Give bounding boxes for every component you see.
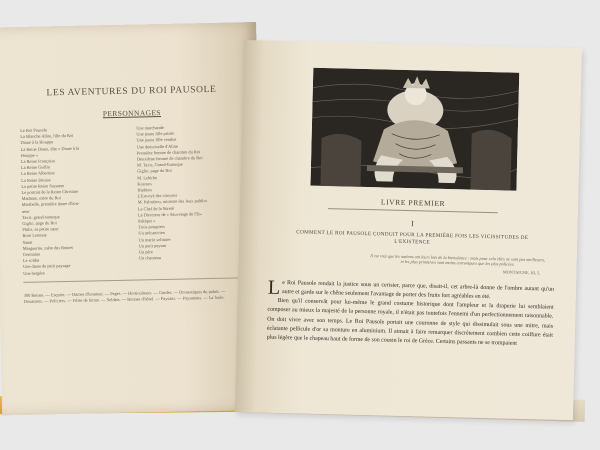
chapter-number: I	[411, 219, 415, 229]
cast-item: M. Palmérou, ministre des Jeux publics	[137, 198, 208, 205]
book-heading: LIVRE PREMIER	[380, 197, 446, 208]
cast-item: La Reine Guélia	[20, 164, 50, 171]
cast-item: Mirabelle, première dame d'hon-	[21, 201, 80, 208]
cast-item: Un mécanicien	[138, 230, 165, 236]
cast-item: Le portrait de la Reine Christine	[21, 188, 79, 195]
right-page	[235, 40, 582, 420]
cast-column-2	[136, 123, 247, 274]
cast-item: La Blanche Aline, fille du Roi	[20, 133, 74, 140]
cast-item: Philis, sa petite sœur	[22, 226, 59, 233]
cast-item: M. Lebirbe	[137, 174, 158, 181]
cast-item: Un petit paysan	[138, 242, 167, 249]
cast-item: L'Envoyé des citoyens	[137, 192, 178, 199]
body-paragraph-2: Bien qu'il conservât pour lui-même le grand costume historique dont l'ampleur et la draperie lui semblaient composer au mieux la majesté de la personne royale, il n'était pas toutefois l'ennemi d'un perfectionnement raisonnable. On doit vivre avec son temps. Le Roi Pausole portait une couronne de style qui dissimulait sous une mitre, mais éclatante pellicule d'or sa monture en aluminium. Il aimait à faire remarquer discrètement combien cette coiffure était plus légère que le chapeau haut de forme de son cousin le roi de Grèce. Certains passants ne se trompaient	[266, 298, 554, 347]
cast-item: Giglio, page du Roi	[137, 168, 172, 174]
cast-item: Première femme de chambre du Roi	[136, 149, 201, 156]
cast-item: Une jeune fille prisée	[136, 130, 175, 137]
cast-item: Houppe »	[20, 152, 38, 158]
cast-item: Le Roi Pausole	[20, 127, 48, 133]
cast-item: Giglio, page du Roi	[22, 220, 57, 226]
epigraph: Il est vrai que les nations ont leurs lois de la bienséance ; mais pour cela elles ne sont pas meilleures, et les plus primitives sont moins corrompues que les plus policées.	[370, 253, 546, 268]
cast-item: Un père	[138, 249, 153, 255]
body-paragraph-1-text: e Roi Pausole rendait la justice sous un cerisier, parce que, disait-il, cet arbre-là donne de l'ombre autant qu'un autre et garde sur le chêne seulement l'avantage de porter des fruits fort agréables en été.	[281, 279, 555, 301]
chapter-title: COMMENT LE ROI PAUSOLE CONDUIT POUR LA PREMIÈRE FOIS LES VICISSITUDES DE L'EXISTENCE	[296, 229, 529, 246]
characters-heading: PERSONNAGES	[102, 108, 162, 119]
cast-item: Madame, mère du Roi	[21, 195, 61, 202]
book-heading-rule	[328, 208, 498, 213]
cast-item: Une bergère	[23, 270, 45, 276]
cast-item: Sanat	[22, 239, 33, 245]
cast-list	[20, 123, 247, 277]
drop-cap: L	[267, 276, 281, 299]
left-page	[0, 22, 264, 415]
cast-item: Kosmos	[137, 181, 152, 187]
cast-item: Une jeune fille vendue	[136, 137, 177, 143]
cast-item: Diane à la Houppe	[20, 139, 54, 146]
cast-divider	[23, 277, 247, 283]
epigraph-source: MONTAIGNE, III, 5.	[502, 269, 541, 276]
cast-item: M. Taxis, Grand-Eunuque	[136, 161, 183, 168]
cast-item: Une demoiselle d'Aline	[136, 143, 178, 150]
cast-item: La Reine Françoise	[20, 158, 56, 164]
cast-item: Le Chef de la Sûreté	[137, 205, 175, 212]
cast-item: La Reine Albertine	[21, 170, 55, 177]
cast-item: Hadrien	[137, 187, 152, 193]
cast-item: Germaine	[22, 251, 41, 257]
cast-column-1	[20, 126, 131, 277]
cast-extras: 300 Reines. — Esquire. — Dames d'honneur. — Pages. — Horticulteurs. — Gardes. — Domestiques du palais. — Douaniers. — Policiers. — Filles de ferme. — Soldats. — Bonnes d'hôtel. — Paysans. — Paysannes. — La foule.	[23, 288, 226, 305]
cast-item: Deuxième femme de chambre du Roi	[136, 155, 203, 162]
cast-item: La Reine Denise	[21, 176, 51, 183]
cast-item: La petite Reine Suzanne	[21, 182, 65, 189]
cast-item: Un chameau	[138, 255, 162, 261]
cast-item: Le soldat	[22, 257, 40, 264]
king-engraving-illustration	[310, 68, 519, 191]
cast-item: Le Directeur de « Sauvetage de l'Es-	[137, 211, 203, 218]
cast-item: La Reine Diane, dite « Diane à la	[20, 145, 80, 152]
cast-item: thétique »	[138, 218, 156, 224]
cast-item: Une dame de petit paysage	[23, 263, 71, 270]
cast-item: Taxis, grand eunuque	[21, 213, 60, 220]
cast-item: Une marchande	[136, 124, 164, 131]
chapter-body	[267, 278, 554, 349]
left-page-title: LES AVENTURES DU ROI PAUSOLE	[46, 84, 217, 99]
cast-item: neur	[21, 208, 30, 214]
cast-item: Marguerite, mère des Reines	[22, 244, 74, 251]
cast-item: Rose Lerenne	[22, 232, 47, 239]
cast-item: Trois pompiers	[138, 224, 165, 230]
cast-item: Un marin solitaire	[138, 236, 171, 243]
